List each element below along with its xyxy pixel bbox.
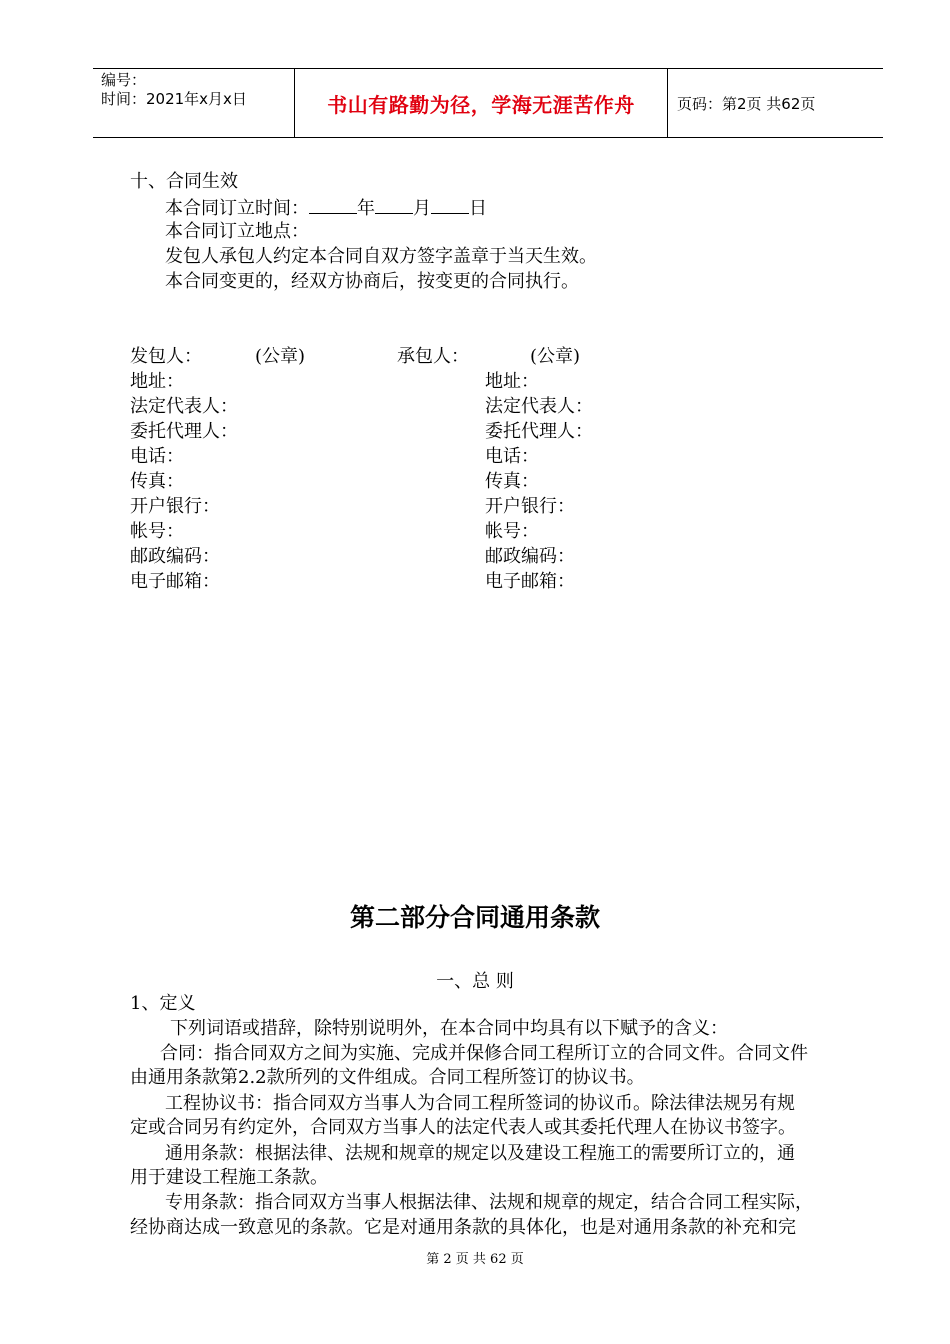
contractor-field: 电子邮箱：: [485, 571, 575, 592]
employer-field: 电话：: [130, 446, 184, 467]
change-clause: 本合同变更的，经双方协商后，按变更的合同执行。: [165, 271, 579, 292]
employer-field: 委托代理人：: [130, 421, 238, 442]
employer-label: 发包人：: [130, 346, 202, 367]
year-label: 年: [357, 198, 375, 219]
sign-place-line: 本合同订立地点：: [165, 221, 309, 242]
sign-time-label: 本合同订立时间：: [165, 198, 309, 219]
paragraph-line: 专用条款：指合同双方当事人根据法律、法规和规章的规定，结合合同工程实际，: [165, 1192, 813, 1213]
employer-field: 电子邮箱：: [130, 571, 220, 592]
part-title: 第二部分合同通用条款: [349, 903, 600, 932]
employer-seal: (公章): [255, 346, 306, 367]
contractor-field: 地址：: [485, 371, 539, 392]
page-header: [93, 68, 883, 138]
section-heading: 十、合同生效: [130, 171, 238, 192]
contractor-field: 帐号：: [485, 521, 539, 542]
paragraph-line: 由通用条款第2.2款所列的文件组成。合同工程所签订的协议书。: [130, 1067, 645, 1088]
contractor-field: 传真：: [485, 471, 539, 492]
employer-field: 传真：: [130, 471, 184, 492]
paragraph-line: 通用条款：根据法律、法规和规章的规定以及建设工程施工的需要所订立的，通: [165, 1143, 795, 1164]
month-label: 月: [413, 198, 431, 219]
header-motto: 书山有路勤为径，学海无涯苦作舟: [327, 92, 635, 117]
employer-field: 地址：: [130, 371, 184, 392]
paragraph-line: 合同：指合同双方之间为实施、完成并保修合同工程所订立的合同文件。合同文件: [160, 1043, 808, 1064]
employer-field: 法定代表人：: [130, 396, 238, 417]
page-footer: 第 2 页 共 62 页: [426, 1252, 524, 1267]
definitions-intro: 下列词语或措辞，除特别说明外，在本合同中均具有以下赋予的含义：: [170, 1018, 728, 1039]
year-blank: [309, 195, 357, 214]
sign-time-line: [165, 195, 487, 221]
day-label: 日: [469, 198, 487, 219]
header-page-info: 页码：第2页 共62页: [677, 95, 816, 113]
contractor-label: 承包人：: [397, 346, 469, 367]
number-label: 编号：: [101, 71, 147, 89]
employer-field: 开户银行：: [130, 496, 220, 517]
item-heading: 1、定义: [130, 993, 196, 1014]
paragraph-line: 用于建设工程施工条款。: [130, 1167, 328, 1188]
employer-field: 帐号：: [130, 521, 184, 542]
paragraph-line: 定或合同另有约定外，合同双方当事人的法定代表人或其委托代理人在协议书签字。: [130, 1117, 796, 1138]
contractor-field: 电话：: [485, 446, 539, 467]
header-meta: [101, 71, 291, 109]
contractor-seal: (公章): [530, 346, 581, 367]
header-divider: [667, 69, 668, 137]
day-blank: [431, 195, 469, 214]
contractor-field: 开户银行：: [485, 496, 575, 517]
paragraph-line: 经协商达成一致意见的条款。它是对通用条款的具体化，也是对通用条款的补充和完: [130, 1217, 796, 1238]
contractor-field: 法定代表人：: [485, 396, 593, 417]
employer-field: 邮政编码：: [130, 546, 220, 567]
chapter-heading: 一、总 则: [436, 971, 514, 992]
effect-clause: 发包人承包人约定本合同自双方签字盖章于当天生效。: [165, 246, 597, 267]
contractor-field: 邮政编码：: [485, 546, 575, 567]
time-label: 时间：2021年x月x日: [101, 90, 247, 108]
contractor-field: 委托代理人：: [485, 421, 593, 442]
paragraph-line: 工程协议书：指合同双方当事人为合同工程所签词的协议币。除法律法规另有规: [165, 1093, 795, 1114]
month-blank: [375, 195, 413, 214]
